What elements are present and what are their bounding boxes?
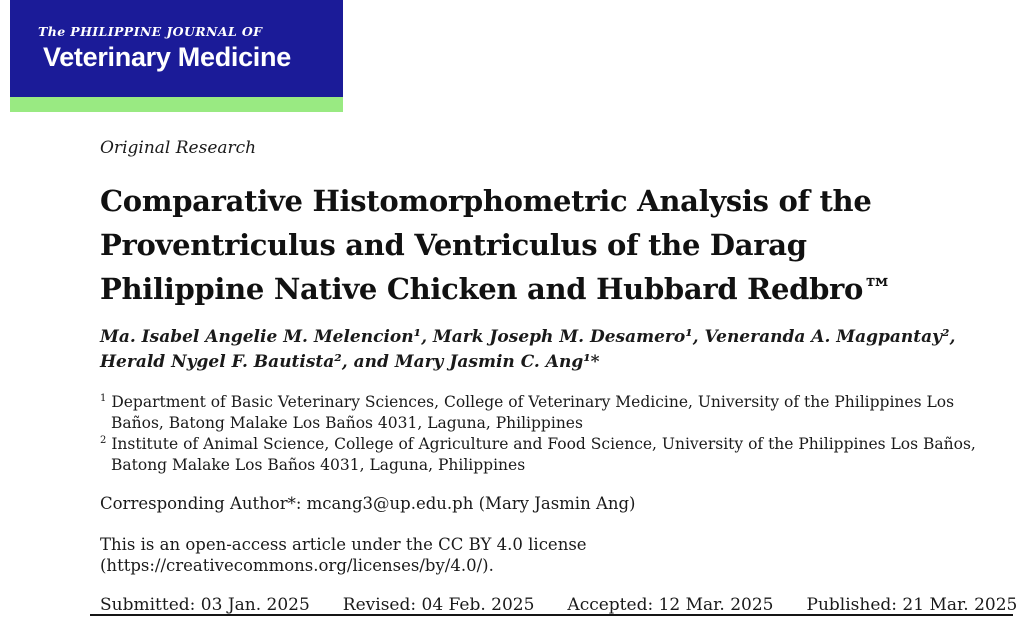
date-submitted-value: 03 Jan. 2025 (200, 595, 310, 615)
affiliation-2-marker: 2 (100, 434, 107, 446)
article-dates-row (100, 595, 1018, 616)
affiliation-2 (100, 434, 978, 476)
date-revised-value: 04 Feb. 2025 (421, 595, 535, 615)
affiliation-1-marker: 1 (100, 392, 107, 404)
author-list: Ma. Isabel Angelie M. Melencion¹, Mark Joseph M. Desamero¹, Veneranda A. Magpantay², Herald Nygel F. Bautista², and Mary Jasmin C. Ang¹* (100, 327, 956, 372)
affiliation-1 (100, 392, 978, 434)
license-note: This is an open-access article under the CC BY 4.0 license (https://creativecommons.org/licenses/by/4.0/). (100, 535, 587, 575)
article-title (100, 179, 978, 311)
journal-logo-banner (10, 0, 343, 112)
journal-logo-background (10, 0, 343, 97)
affiliation-2-text: Institute of Animal Science, College of Agriculture and Food Science, University of the Philippines Los Baños, Batong Malake Los Baños 4031, Laguna, Philippines (111, 435, 976, 474)
date-submitted-label: Submitted: (100, 595, 196, 615)
article-title-line-3: Philippine Native Chicken and Hubbard Redbro™ (100, 272, 892, 306)
date-accepted-value: 12 Mar. 2025 (658, 595, 774, 615)
date-revised-label: Revised: (342, 595, 417, 615)
article-category: Original Research (100, 138, 257, 158)
article-title-line-2: Proventriculus and Ventriculus of the Darag (100, 228, 807, 262)
journal-logo-name: Veterinary Medicine (43, 42, 291, 72)
date-published-value: 21 Mar. 2025 (902, 595, 1018, 615)
date-revised (343, 595, 535, 616)
date-published (807, 595, 1018, 616)
date-accepted (567, 595, 773, 616)
journal-logo-prefix: The PHILIPPINE JOURNAL OF (38, 24, 263, 39)
affiliation-list (100, 392, 978, 476)
date-accepted-label: Accepted: (567, 595, 654, 615)
date-published-label: Published: (806, 595, 898, 615)
date-submitted (100, 595, 310, 616)
journal-logo-accent-bar (10, 97, 343, 112)
article-front-matter (100, 138, 1018, 616)
corresponding-author-line: Corresponding Author*: mcang3@up.edu.ph (Mary Jasmin Ang) (100, 494, 636, 513)
article-title-line-1: Comparative Histomorphometric Analysis of the (100, 184, 872, 218)
footer-divider-rule (90, 614, 1013, 616)
affiliation-1-text: Department of Basic Veterinary Sciences, College of Veterinary Medicine, University of the Philippines Los Baños, Batong Malake Los Baños 4031, Laguna, Philippines (111, 393, 955, 432)
